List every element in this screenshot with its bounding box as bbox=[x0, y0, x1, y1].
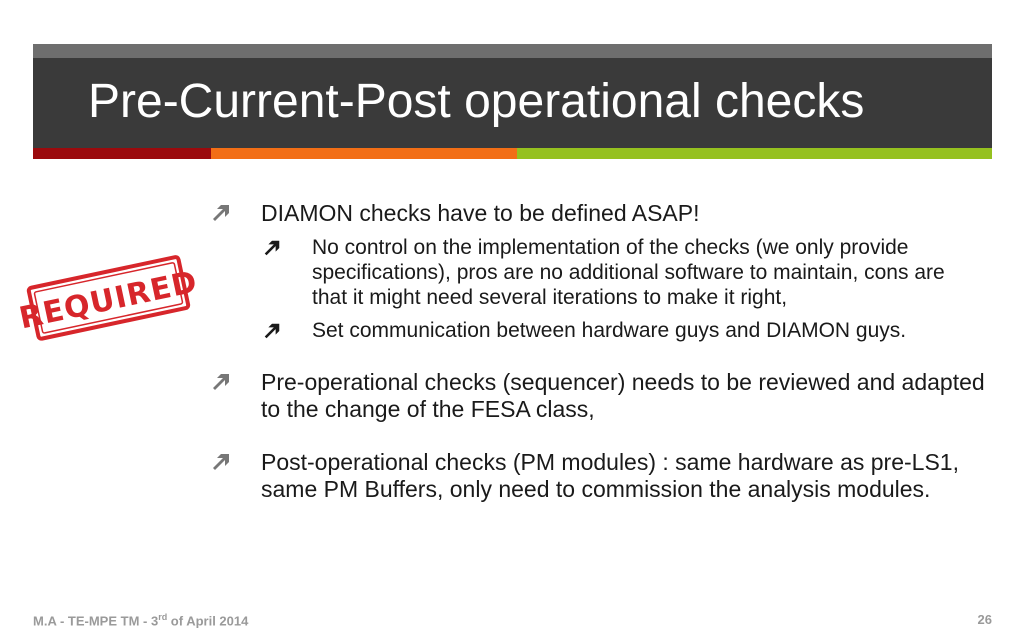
arrow-up-right-icon bbox=[210, 371, 232, 393]
arrow-up-right-icon bbox=[262, 321, 282, 341]
accent-strip-red bbox=[33, 148, 211, 159]
footer-credit-suffix: of April 2014 bbox=[167, 613, 249, 629]
bullet-item bbox=[210, 200, 990, 227]
bullet-item bbox=[210, 449, 990, 503]
bullet-text: DIAMON checks have to be defined ASAP! bbox=[261, 200, 700, 226]
sub-bullet-text: No control on the implementation of the checks (we only provide specifications), pros are no additional software to maintain, cons are that it might need several iterations to make it right, bbox=[312, 236, 945, 309]
slide-content bbox=[210, 200, 990, 503]
sub-bullet-text: Set communication between hardware guys and DIAMON guys. bbox=[312, 319, 907, 342]
accent-strip-green bbox=[517, 148, 992, 159]
required-stamp bbox=[16, 262, 201, 337]
sub-bullet-item bbox=[210, 235, 952, 310]
title-bar bbox=[33, 44, 992, 148]
footer-credit bbox=[33, 612, 248, 628]
footer-credit-prefix: M.A - TE-MPE TM - 3 bbox=[33, 613, 159, 629]
page-number: 26 bbox=[977, 612, 992, 627]
arrow-up-right-icon bbox=[210, 451, 232, 473]
bullet-text: Post-operational checks (PM modules) : same hardware as pre-LS1, same PM Buffers, only need to commission the analysis modules. bbox=[261, 449, 959, 502]
title-top-strip bbox=[33, 44, 992, 58]
accent-strip-orange bbox=[211, 148, 517, 159]
bullet-text: Pre-operational checks (sequencer) needs to be reviewed and adapted to the change of the FESA class, bbox=[261, 369, 985, 422]
slide-title: Pre-Current-Post operational checks bbox=[88, 75, 865, 128]
arrow-up-right-icon bbox=[210, 202, 232, 224]
bullet-item bbox=[210, 369, 990, 423]
footer-credit-sup: rd bbox=[158, 612, 168, 622]
arrow-up-right-icon bbox=[262, 238, 282, 258]
stamp-text: REQUIRED bbox=[16, 264, 201, 337]
sub-bullet-item bbox=[210, 318, 952, 343]
